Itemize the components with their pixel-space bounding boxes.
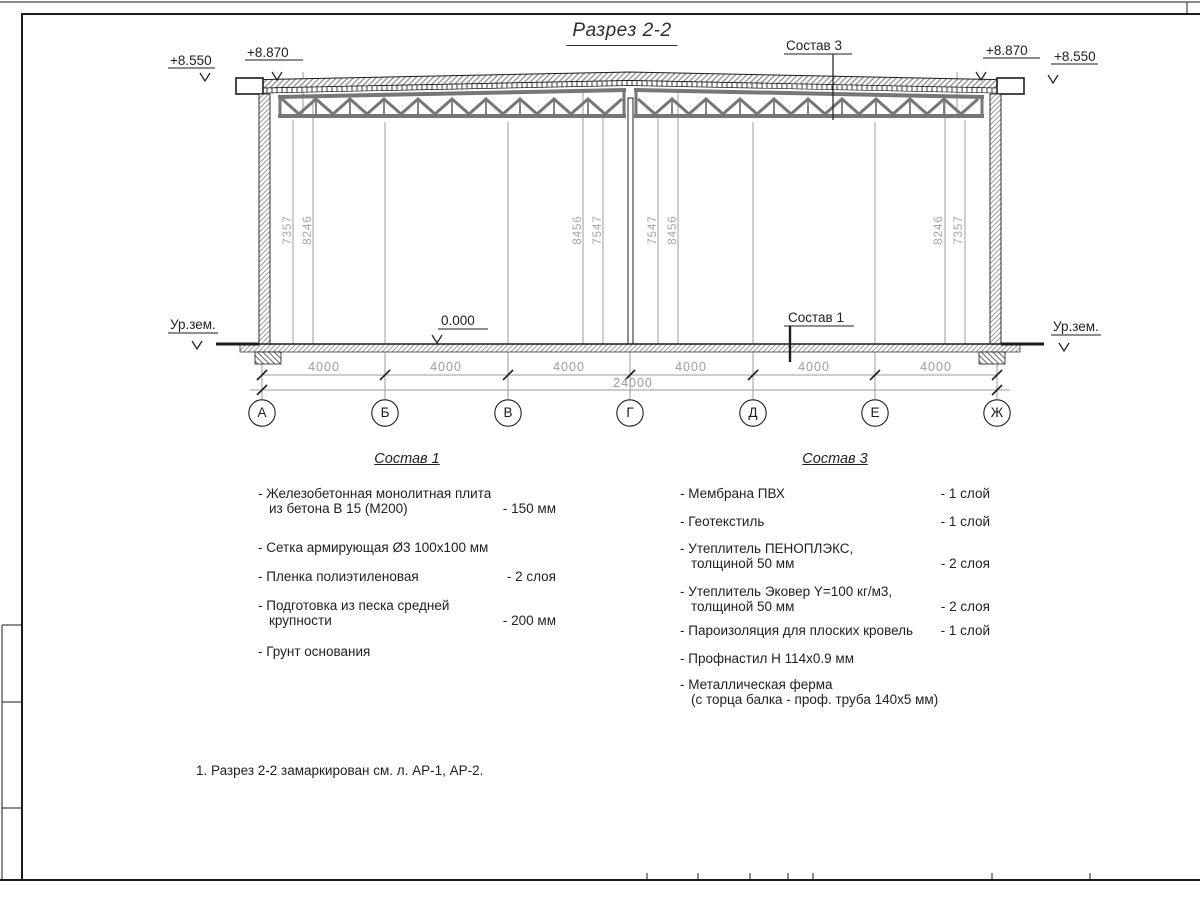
column-center [628,98,633,344]
columns [259,94,1001,344]
axis-label: Ж [990,405,1004,421]
footing-right [979,352,1005,364]
span-dim: 4000 [430,360,462,374]
span-dim: 4000 [798,360,830,374]
vertical-dim: 7547 [647,215,659,245]
roof-band [236,72,1024,94]
list-item: - Утеплитель Эковер Y=100 кг/м3, толщиной 50 мм - 2 слоя [680,584,990,614]
span-dim: 4000 [675,360,707,374]
sostav3-heading: Состав 3 [802,451,868,467]
sostav1-heading: Состав 1 [374,451,440,467]
axis-label: Е [870,405,880,421]
axis-label: А [257,405,267,421]
vertical-dim: 7357 [953,215,965,245]
level-zero: 0.000 [441,313,475,328]
axis-label: Б [380,405,390,421]
span-dim: 4000 [920,360,952,374]
list-item: - Сетка армирующая Ø3 100х100 мм [258,540,489,555]
list-item: - Профнастил Н 114х0.9 мм [680,651,854,666]
level-right-outer: +8.550 [1054,49,1096,64]
eave-block-right [997,78,1024,94]
level-left-outer: +8.550 [170,53,212,68]
list-item: - Геотекстиль - 1 слой [680,514,990,529]
span-dim: 4000 [553,360,585,374]
list-item: - Грунт основания [258,644,371,659]
ground-label-right: Ур.зем. [1053,319,1099,334]
list-item: - Пленка полиэтиленовая - 2 слоя [258,569,556,584]
vertical-dim: 8246 [933,215,945,245]
truss-left [278,90,626,116]
footing-left [255,352,281,364]
list-item: - Металлическая ферма (с торца балка - проф. труба 140х5 мм) [680,677,939,707]
list-item: - Мембрана ПВХ - 1 слой [680,486,990,501]
total-dim: 24000 [613,376,653,390]
column-right [990,94,1001,344]
eave-block-left [236,78,263,94]
axis-label: Г [626,405,634,421]
list-item: - Железобетонная монолитная плита из бетона В 15 (М200) - 150 мм [258,486,556,516]
column-left [259,94,270,344]
vertical-dim: 8456 [572,215,584,245]
axis-label: В [503,405,513,421]
title-block-top-ticks [647,873,1090,880]
level-right-eave: +8.870 [986,43,1028,58]
leader-label-sostav3: Состав 3 [786,38,842,53]
vertical-dim: 8246 [302,215,314,245]
sostav1-list [258,452,556,659]
vertical-dim: 7357 [282,215,294,245]
ground-label-left: Ур.зем. [170,317,216,332]
sheet-frame [0,2,1200,880]
list-item: - Пароизоляция для плоских кровель - 1 слой [680,623,990,638]
level-left-eave: +8.870 [247,45,289,60]
sostav3-list [680,452,990,707]
axis-label: Д [748,405,758,421]
leader-label-sostav1: Состав 1 [788,310,844,325]
span-dim: 4000 [308,360,340,374]
list-item: - Утеплитель ПЕНОПЛЭКС, толщиной 50 мм - 2 слоя [680,541,990,571]
drawing-title: Разрез 2-2 [566,20,677,46]
list-item: - Подготовка из песка средней крупности - 200 мм [258,598,556,628]
truss-right [634,90,984,116]
vertical-dim: 7547 [592,215,604,245]
vertical-dim: 8456 [667,215,679,245]
drawing-note: 1. Разрез 2-2 замаркирован см. л. АР-1, АР-2. [196,763,484,778]
